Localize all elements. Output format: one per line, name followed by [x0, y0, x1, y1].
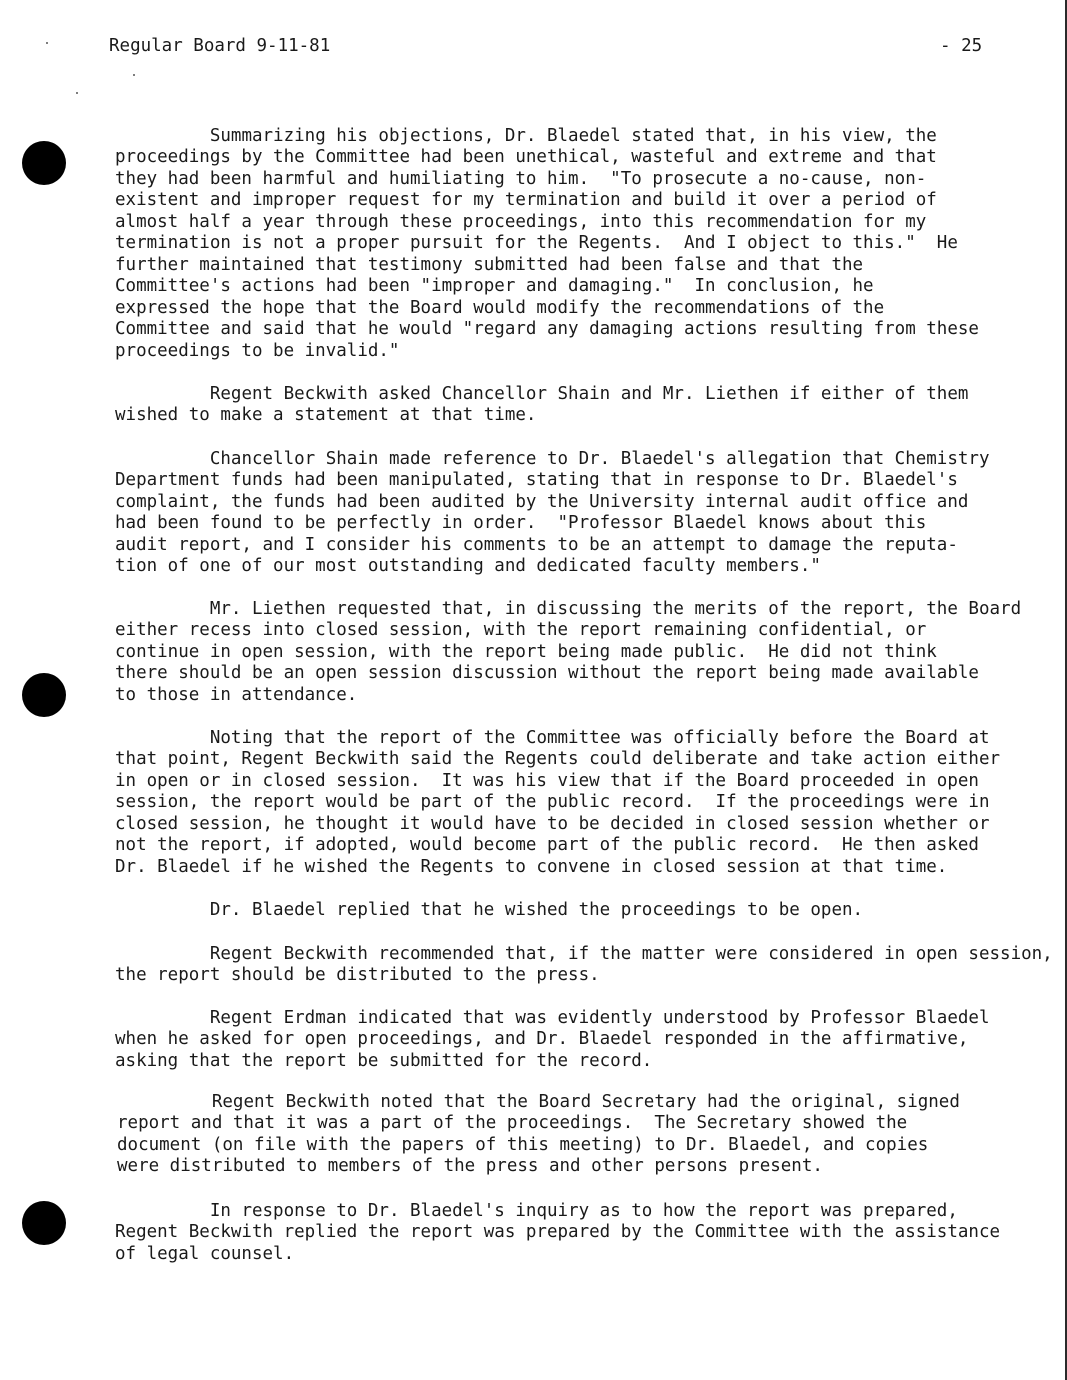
- paragraph-beckwith-secretary: [117, 1070, 960, 1178]
- paragraph-beckwith-recommends: [115, 922, 1053, 987]
- paragraph-line: proceedings by the Committee had been unethical, wasteful and extreme and that: [115, 147, 937, 167]
- paragraph-erdman-indicated: [115, 986, 990, 1072]
- scan-speck: [76, 92, 78, 94]
- paragraph-line: document (on file with the papers of this meeting) to Dr. Blaedel, and copies: [117, 1134, 929, 1155]
- paragraph-line: were distributed to members of the press and other persons present.: [117, 1156, 823, 1176]
- paragraph-line: of legal counsel.: [115, 1243, 295, 1264]
- paragraph-line: further maintained that testimony submitted had been false and that the: [115, 254, 864, 275]
- paragraph-blaedel-reply: [115, 878, 863, 921]
- paragraph-blaedel-objections: [115, 104, 979, 362]
- paragraph-line: report and that it was a part of the proceedings. The Secretary showed the: [117, 1113, 908, 1133]
- paragraph-line: closed session, he thought it would have to be decided in closed session whether or: [115, 813, 990, 834]
- paragraph-line: that point, Regent Beckwith said the Regents could deliberate and take action either: [115, 749, 1001, 769]
- paragraph-line: continue in open session, with the report being made public. He did not think: [115, 641, 937, 662]
- paragraph-line: either recess into closed session, with the report remaining confidential, or: [115, 620, 927, 640]
- page-header-title: Regular Board 9-11-81: [109, 36, 331, 56]
- paragraph-line: expressed the hope that the Board would modify the recommendations of the: [115, 297, 885, 318]
- paragraph-line: had been found to be perfectly in order. "Professor Blaedel knows about this: [115, 513, 927, 533]
- paragraph-line: audit report, and I consider his comments to be an attempt to damage the reputa-: [115, 534, 958, 555]
- punch-hole-bottom: [22, 1201, 66, 1245]
- paragraph-line: to those in attendance.: [115, 684, 358, 705]
- scan-speck: [46, 42, 48, 44]
- paragraph-line: Regent Beckwith recommended that, if the matter were considered in open session,: [157, 943, 1053, 964]
- paragraph-line: when he asked for open proceedings, and Dr. Blaedel responded in the affirmative,: [115, 1029, 969, 1049]
- paragraph-line: the report should be distributed to the press.: [115, 965, 600, 985]
- paragraph-line: proceedings to be invalid.": [115, 340, 400, 361]
- paragraph-beckwith-asks: [115, 362, 968, 427]
- paragraph-liethen-request: [115, 577, 1021, 706]
- paragraph-line: Summarizing his objections, Dr. Blaedel stated that, in his view, the: [157, 125, 937, 146]
- paragraph-line: Department funds had been manipulated, stating that in response to Dr. Blaedel's: [115, 470, 958, 490]
- paragraph-line: session, the report would be part of the public record. If the proceedings were in: [115, 792, 990, 812]
- paragraph-line: Regent Beckwith replied the report was prepared by the Committee with the assistance: [115, 1222, 1001, 1242]
- paragraph-line: there should be an open session discussion without the report being made available: [115, 663, 979, 683]
- paragraph-line: Mr. Liethen requested that, in discussing the merits of the report, the Board: [157, 598, 1022, 619]
- paragraph-line: Noting that the report of the Committee was officially before the Board at: [157, 727, 990, 748]
- paragraph-line: wished to make a statement at that time.: [115, 405, 537, 425]
- paragraph-shain-reference: [115, 427, 990, 578]
- paragraph-beckwith-deliberation: [115, 706, 1000, 878]
- paragraph-line: Regent Beckwith asked Chancellor Shain and Mr. Liethen if either of them: [157, 383, 969, 404]
- paragraph-line: Dr. Blaedel if he wished the Regents to convene in closed session at that time.: [115, 856, 948, 877]
- paragraph-report-prepared: [115, 1179, 1000, 1265]
- paragraph-line: complaint, the funds had been audited by the University internal audit office and: [115, 491, 969, 512]
- punch-hole-middle: [22, 673, 66, 717]
- paragraph-line: asking that the report be submitted for the record.: [115, 1050, 653, 1071]
- paragraph-line: Regent Erdman indicated that was evidently understood by Professor Blaedel: [157, 1007, 990, 1028]
- page-number: - 25: [940, 36, 983, 56]
- paragraph-line: Chancellor Shain made reference to Dr. Blaedel's allegation that Chemistry: [157, 448, 990, 469]
- paragraph-line: Dr. Blaedel replied that he wished the proceedings to be open.: [157, 899, 864, 920]
- paragraph-line: termination is not a proper pursuit for the Regents. And I object to this." He: [115, 233, 958, 253]
- paragraph-line: tion of one of our most outstanding and dedicated faculty members.": [115, 556, 821, 576]
- scan-speck: [133, 74, 135, 76]
- paragraph-line: Committee's actions had been "improper and damaging." In conclusion, he: [115, 276, 874, 296]
- paragraph-line: existent and improper request for my termination and build it over a period of: [115, 190, 937, 210]
- paragraph-line: in open or in closed session. It was his view that if the Board proceeded in open: [115, 770, 979, 791]
- punch-hole-top: [22, 141, 66, 185]
- paragraph-line: not the report, if adopted, would become part of the public record. He then asked: [115, 835, 979, 855]
- paragraph-line: In response to Dr. Blaedel's inquiry as to how the report was prepared,: [157, 1200, 958, 1221]
- paragraph-line: Committee and said that he would "regard any damaging actions resulting from these: [115, 319, 979, 339]
- paragraph-line: Regent Beckwith noted that the Board Secretary had the original, signed: [159, 1091, 960, 1112]
- paragraph-line: they had been harmful and humiliating to him. "To prosecute a no-cause, non-: [115, 168, 927, 189]
- paragraph-line: almost half a year through these proceedings, into this recommendation for my: [115, 211, 927, 232]
